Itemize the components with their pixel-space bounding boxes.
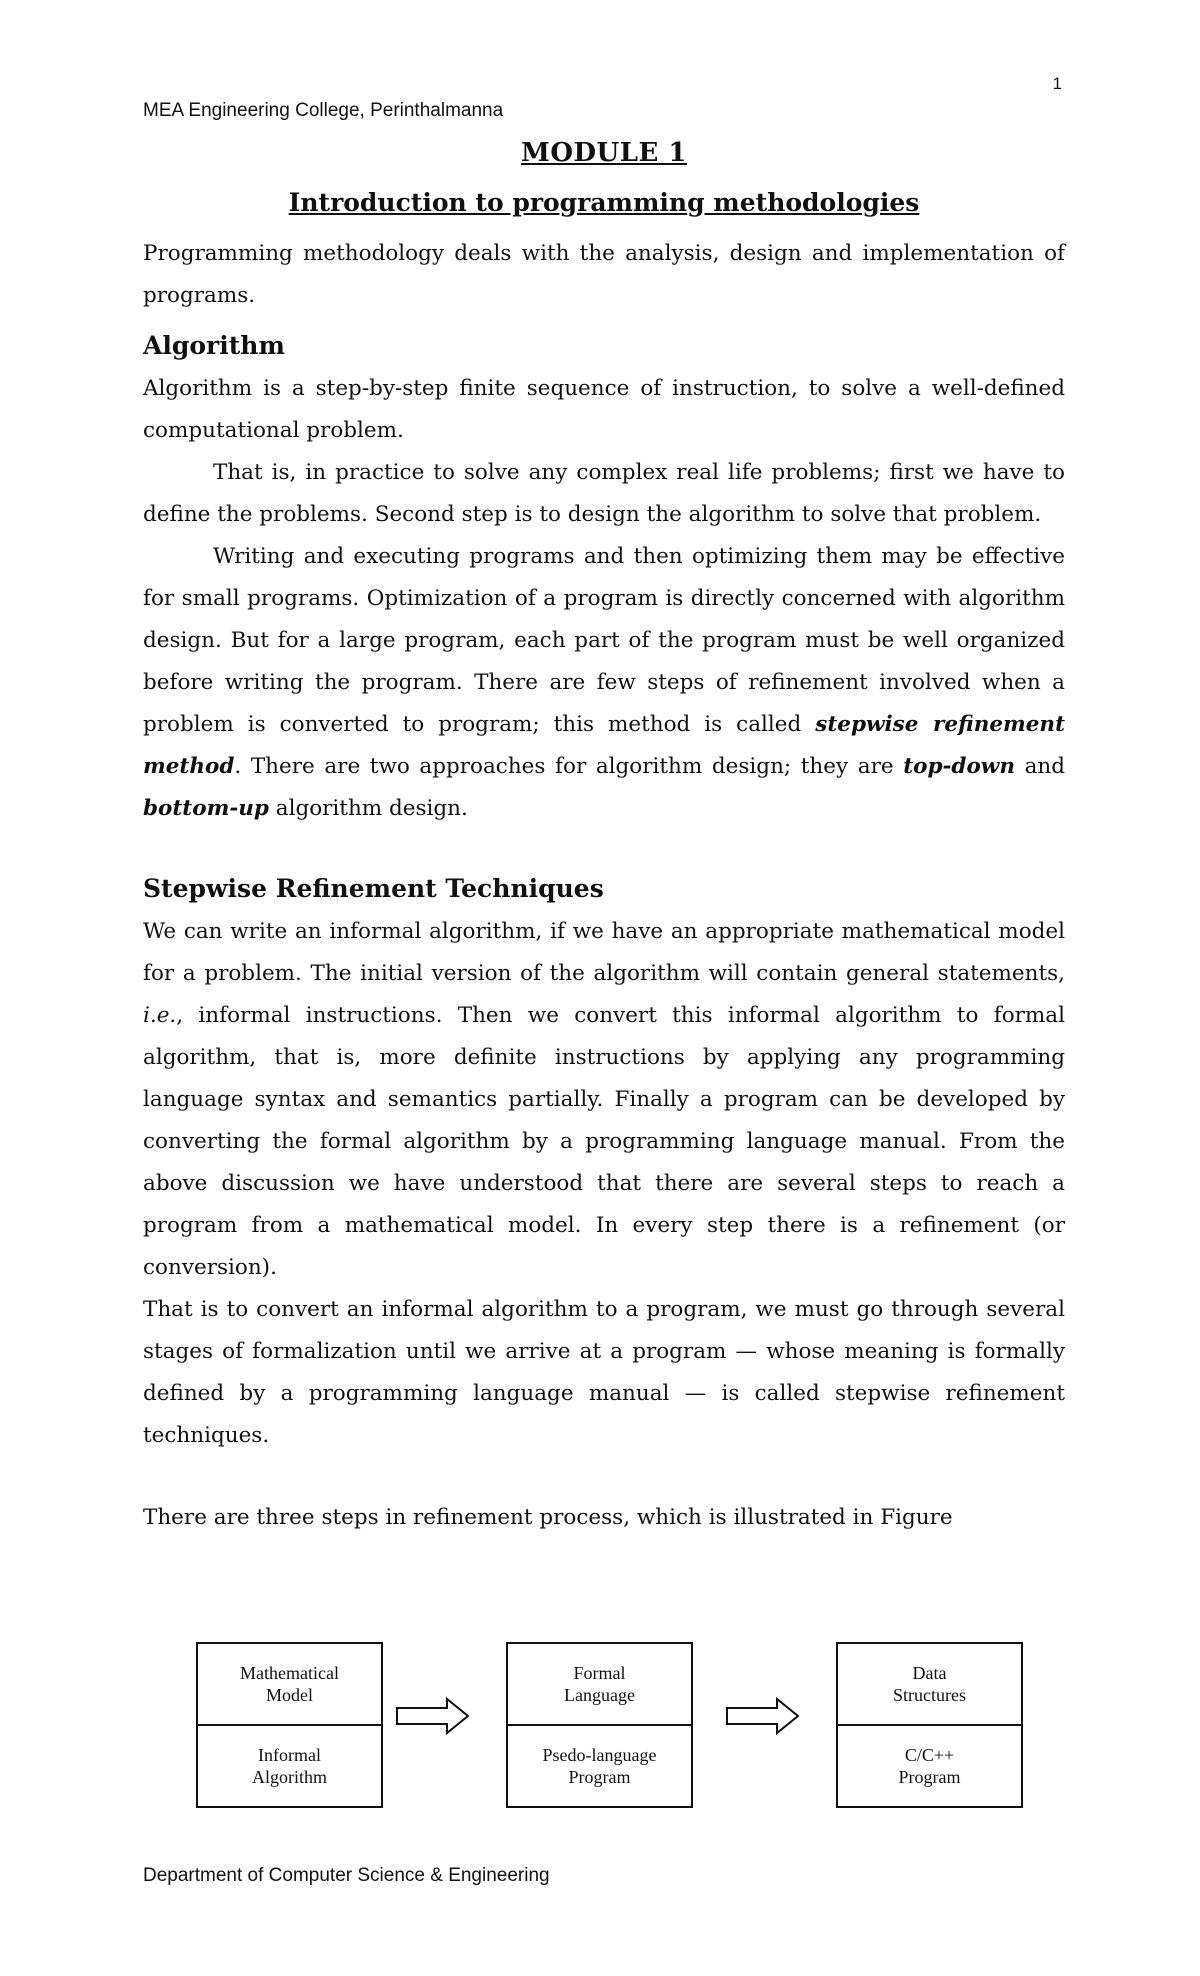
stepwise-refinement-term: stepwise refinement method bbox=[143, 712, 1065, 779]
algorithm-paragraph-3: Writing and executing programs and then optimizing them may be effective for small programs. Optimization of a program is directly concerned with algorithm design. But for a large program, each part of the program must be well organized before writing the program. There are few steps of refinement involved when a problem is converted to program; this method is called stepwise refinement method. There are two approaches for algorithm design; they are top-down and bottom-up algorithm design. bbox=[143, 544, 1066, 821]
diagram-box-mathematical-model: Mathematical Model Informal Algorithm bbox=[196, 1642, 383, 1808]
stepwise-paragraph-3: There are three steps in refinement process, which is illustrated in Figure bbox=[143, 1505, 953, 1530]
stepwise-heading: Stepwise Refinement Techniques bbox=[143, 874, 604, 903]
page-header: MEA Engineering College, Perinthalmanna bbox=[143, 100, 504, 121]
page-content bbox=[143, 138, 1065, 1539]
refinement-diagram bbox=[143, 1640, 1065, 1810]
ie-abbreviation: i.e. bbox=[143, 1003, 177, 1028]
bottom-up-term: bottom-up bbox=[143, 796, 269, 821]
intro-paragraph: Programming methodology deals with the analysis, design and implementation of programs. bbox=[143, 241, 1065, 308]
module-subtitle: Introduction to programming methodologies bbox=[288, 188, 920, 217]
stepwise-paragraph-1: We can write an informal algorithm, if we have an appropriate mathematical model for a problem. The initial version of the algorithm will contain general statements, i.e., informal instructions. Then we convert this informal algorithm to formal algorithm, that is, more definite instructions by applying any programming language syntax and semantics partially. Finally a program can be developed by converting the formal algorithm by a programming language manual. From the above discussion we have understood that there are several steps to reach a program from a mathematical model. In every step there is a refinement (or conversion). bbox=[143, 919, 1065, 1280]
page-footer: Department of Computer Science & Engineering bbox=[143, 1865, 550, 1886]
algorithm-paragraph-2: That is, in practice to solve any complex real life problems; first we have to define the problems. Second step is to design the algorithm to solve that problem. bbox=[143, 460, 1065, 527]
hollow-right-arrow-icon bbox=[395, 1696, 471, 1736]
stepwise-paragraph-2: That is to convert an informal algorithm to a program, we must go through several stages of formalization until we arrive at a program — whose meaning is formally defined by a programming language manual — is called stepwise refinement techniques. bbox=[143, 1297, 1065, 1448]
diagram-box-formal-language: Formal Language Psedo-language Program bbox=[506, 1642, 693, 1808]
diagram-box-data-structures: Data Structures C/C++ Program bbox=[836, 1642, 1023, 1808]
algorithm-heading: Algorithm bbox=[143, 331, 285, 360]
hollow-right-arrow-icon bbox=[725, 1696, 801, 1736]
module-title: MODULE 1 bbox=[521, 138, 687, 168]
top-down-term: top-down bbox=[903, 754, 1015, 779]
algorithm-definition: Algorithm is a step-by-step finite sequence of instruction, to solve a well-defined computational problem. bbox=[143, 376, 1065, 443]
page-number: 1 bbox=[1052, 74, 1062, 93]
